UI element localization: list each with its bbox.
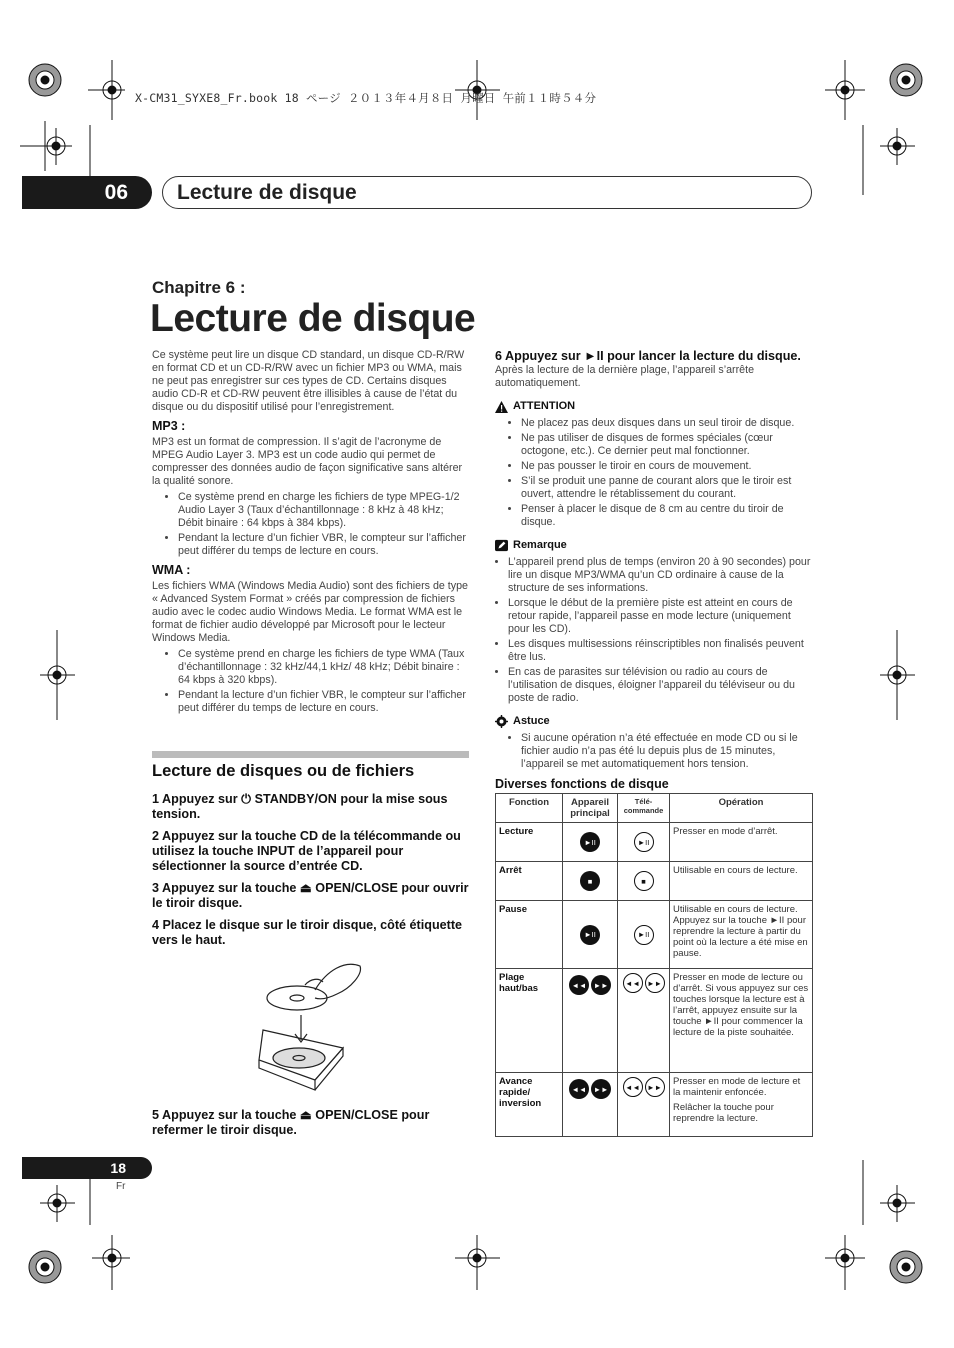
cell-operation: Presser en mode d’arrêt. (670, 823, 813, 862)
col-header: Télé-commande (618, 794, 670, 823)
col-header: Fonction (496, 794, 563, 823)
mp3-list (152, 491, 468, 558)
step-3: 3 Appuyez sur la touche ⏏ OPEN/CLOSE pour ouvrir le tiroir disque. (152, 881, 469, 910)
chapter-header-title: Lecture de disque (162, 176, 812, 209)
previous-icon: ◄◄ (623, 973, 643, 993)
play-pause-icon: ►II (634, 925, 654, 945)
functions-table (495, 793, 813, 1137)
remarque-list (495, 556, 815, 705)
step-6: 6 Appuyez sur ►II pour lancer la lecture du disque. (495, 349, 801, 363)
fast-forward-icon: ►► (645, 1077, 665, 1097)
col-header: Appareil principal (563, 794, 618, 823)
warning-icon (495, 400, 508, 413)
step-2: 2 Appuyez sur la touche CD de la télécommande ou utilisez la touche INPUT de l’appareil pour sélectionner la source d’entrée CD. (152, 829, 461, 873)
page-number: 18 (22, 1157, 152, 1179)
wma-list (152, 648, 468, 715)
chapter-label: Chapitre 6 : (152, 278, 246, 297)
stop-icon: ■ (634, 871, 654, 891)
list-item: • Pendant la lecture d’un fichier VBR, le compteur sur l’afficher peut différer du temps de lecture en cours. (178, 689, 468, 715)
col-header: Opération (670, 794, 813, 823)
remarque-heading: Remarque (495, 539, 815, 552)
functions-table-caption: Diverses fonctions de disque (495, 777, 669, 791)
next-icon: ►► (591, 975, 611, 995)
list-item: • S’il se produit une panne de courant alors que le tiroir est ouvert, attendre le rétablissement du courant. (521, 475, 815, 501)
page-title: Lecture de disque (150, 297, 476, 340)
list-item: • Penser à placer le disque de 8 cm au centre du tiroir de disque. (521, 503, 815, 529)
rewind-icon: ◄◄ (623, 1077, 643, 1097)
play-pause-icon: ►II (634, 832, 654, 852)
cell-function: Arrêt (496, 862, 563, 901)
list-item: • Ce système prend en charge les fichiers de type WMA (Taux d’échantillonnage : 32 kHz/44,1 kHz/ 48 kHz; Débit binaire : 64 kbps à 320 kbps). (178, 648, 468, 687)
step-1: 1 Appuyez sur ⏻ STANDBY/ON pour la mise sous tension. (152, 792, 448, 821)
list-item: • Lorsque le début de la première piste est atteint en cours de retour rapide, l’appareil passe en mode lecture (uniquement pour les CD). (508, 597, 815, 636)
cell-function: Plage haut/bas (496, 969, 563, 1073)
stop-icon: ■ (580, 871, 600, 891)
left-column (152, 349, 468, 717)
step-5: 5 Appuyez sur la touche ⏏ OPEN/CLOSE pour refermer le tiroir disque. (152, 1108, 430, 1137)
mp3-text: MP3 est un format de compression. Il s’agit de l’acronyme de MPEG Audio Layer 3. MP3 est un code audio qui permet de compresser des données audio de façon significative sans altérer la qualité sonore. (152, 436, 463, 487)
cell-operation: Utilisable en cours de lecture. (670, 862, 813, 901)
list-item: • L’appareil prend plus de temps (environ 20 à 90 secondes) pour lire un disque MP3/WMA qu’un CD ordinaire à cause de la structure de ses informations. (508, 556, 815, 595)
rewind-icon: ◄◄ (569, 1079, 589, 1099)
mp3-heading: MP3 : (152, 419, 186, 433)
table-row (496, 969, 813, 1073)
right-column (495, 349, 815, 773)
step-6-text: Après la lecture de la dernière plage, l’appareil s’arrête automatiquement. (495, 364, 755, 389)
astuce-list (495, 732, 815, 771)
list-item: • Les disques multisessions réinscriptibles non finalisés peuvent être lus. (508, 638, 815, 664)
section-divider (152, 751, 469, 758)
list-item: • Ne placez pas deux disques dans un seul tiroir de disque. (521, 417, 815, 430)
attention-heading: ATTENTION (495, 400, 815, 413)
list-item: • Pendant la lecture d’un fichier VBR, le compteur sur l’afficher peut différer du temps de lecture en cours. (178, 532, 468, 558)
fast-forward-icon: ►► (591, 1079, 611, 1099)
play-pause-icon: ►II (580, 832, 600, 852)
cell-operation: Utilisable en cours de lecture. Appuyez sur la touche ►II pour reprendre la lecture à partir du point où la lecture a été mise en pause. (670, 901, 813, 969)
list-item: • Si aucune opération n’a été effectuée en mode CD ou si le fichier audio n’a pas été lu depuis plus de 15 minutes, l’appareil se met automatiquement hors tension. (521, 732, 815, 771)
cell-function: Lecture (496, 823, 563, 862)
wma-text: Les fichiers WMA (Windows Media Audio) sont des fichiers de type « Advanced System Format » créés par compression de fichiers audio avec le codec audio Windows Media. Le format WMA est le format de fichier audio développé par Microsoft pour le lecteur Windows Media. (152, 580, 469, 644)
gear-icon (495, 715, 508, 728)
print-info: X-CM31_SYXE8_Fr.book 18 ページ ２０１３年４月８日 月曜日 午前１１時５４分 (135, 91, 597, 105)
table-row (496, 1073, 813, 1137)
table-header-row (496, 794, 813, 823)
list-item: • En cas de parasites sur télévision ou radio au cours de l’utilisation de disques, éloigner l’appareil du téléviseur ou du poste de radio. (508, 666, 815, 705)
previous-icon: ◄◄ (569, 975, 589, 995)
disc-tray-illustration (255, 960, 370, 1095)
attention-list (495, 417, 815, 529)
cell-function: Avance rapide/ inversion (496, 1073, 563, 1137)
list-item: • Ce système prend en charge les fichiers de type MPEG-1/2 Audio Layer 3 (Taux d’échantillonnage : 8 kHz à 48 kHz; Débit binaire : 64 kbps à 384 kbps). (178, 491, 468, 530)
table-row (496, 901, 813, 969)
astuce-heading: Astuce (495, 715, 815, 728)
table-row (496, 823, 813, 862)
chapter-number-tab: 06 (22, 176, 152, 209)
cell-operation: Presser en mode de lecture ou d’arrêt. Si vous appuyez sur ces touches lorsque la lecture est à l’arrêt, appuyez ensuite sur la touche ►II pour commencer la lecture de la piste souhaitée. (670, 969, 813, 1073)
next-icon: ►► (645, 973, 665, 993)
intro-text: Ce système peut lire un disque CD standard, un disque CD-R/RW en format CD et un CD-R/RW avec un fichier MP3 ou WMA, mais ne peut pas enregistrer sur ces types de CD. Certains disques audio CD-R et CD-RW peuvent être illisibles à cause de l’état du disque ou du dispositif utilisé pour l’enregistrement. (152, 349, 465, 413)
section-heading: Lecture de disques ou de fichiers (152, 762, 415, 780)
cell-function: Pause (496, 901, 563, 969)
list-item: • Ne pas pousser le tiroir en cours de mouvement. (521, 460, 815, 473)
note-pencil-icon (495, 539, 508, 552)
wma-heading: WMA : (152, 563, 191, 577)
language-code: Fr (116, 1181, 126, 1192)
table-row (496, 862, 813, 901)
cell-operation: Presser en mode de lecture et la maintenir enfoncée. Relâcher la touche pour reprendre la lecture. (670, 1073, 813, 1137)
list-item: • Ne pas utiliser de disques de formes spéciales (cœur octogone, etc.). Ce dernier peut mal fonctionner. (521, 432, 815, 458)
play-pause-icon: ►II (580, 925, 600, 945)
step-4: 4 Placez le disque sur le tiroir disque, côté étiquette vers le haut. (152, 918, 463, 947)
